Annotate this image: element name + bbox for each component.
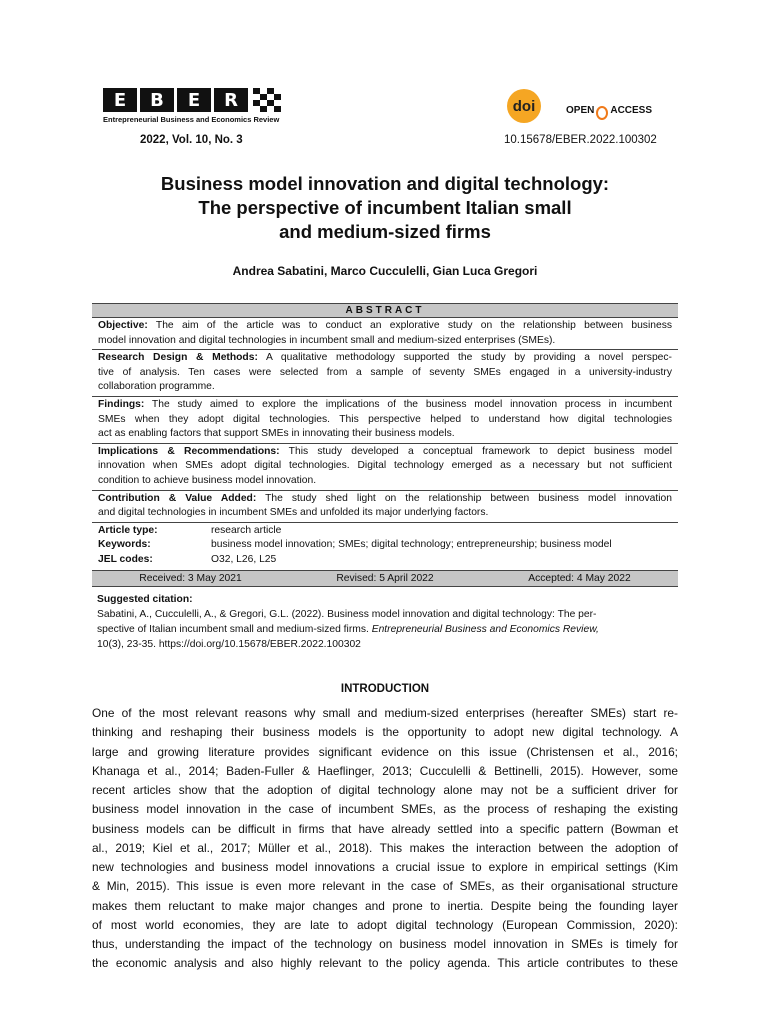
- logo-letter: B: [140, 88, 174, 112]
- abstract-section: [92, 397, 678, 444]
- section-text: The aim of the article was to conduct an explorative study on the relationship between business: [147, 320, 672, 331]
- abstract-line: [98, 427, 672, 442]
- abstract-line: [98, 506, 672, 521]
- abstract-line: [98, 474, 672, 489]
- body-line: makes them reluctant to make major changes and prone to inertia. Despite being the founding layer: [92, 898, 678, 913]
- info-row: [92, 553, 678, 568]
- section-text: model innovation and digital technologies in incumbent small and medium-sized enterprises (SMEs).: [98, 334, 556, 346]
- abstract-section: [92, 350, 678, 397]
- abstract-section: [92, 491, 678, 523]
- access-label: ACCESS: [610, 104, 653, 116]
- section-text: tive of analysis. Ten cases were selected from a sample of seventy SMEs engaged in a university-industry: [98, 366, 672, 378]
- section-text: collaboration programme.: [98, 381, 215, 393]
- abstract-line: [98, 351, 672, 366]
- section-label: Implications & Recommendations:: [98, 445, 280, 457]
- section-text: SMEs when they adopt digital technologies. This perspective helped to understand how digital technologies: [98, 413, 672, 425]
- abstract-line: [98, 380, 672, 395]
- section-text: condition to achieve business model innovation.: [98, 474, 317, 486]
- info-key: Keywords:: [98, 539, 151, 551]
- abstract-line: [98, 413, 672, 428]
- abstract-line: [98, 398, 672, 413]
- info-key: Article type:: [98, 524, 158, 536]
- citation-line: Sabatini, A., Cucculelli, A., & Gregori, G.L. (2022). Business model innovation and digital technology: The per-: [97, 609, 597, 620]
- section-label: Research Design & Methods:: [98, 352, 258, 364]
- doi-logo: doi: [507, 89, 541, 123]
- citation-line[interactable]: 10(3), 23-35. https://doi.org/10.15678/EBER.2022.100302: [97, 639, 361, 650]
- abstract-heading: ABSTRACT: [92, 303, 678, 318]
- section-text: act as enabling factors that support SMEs in innovating their business models.: [98, 428, 455, 440]
- abstract-section: [92, 318, 678, 350]
- info-value: business model innovation; SMEs; digital technology; entrepreneurship; business model: [211, 539, 612, 551]
- info-key: JEL codes:: [98, 553, 153, 565]
- info-row: [92, 524, 678, 539]
- journal-tagline: Entrepreneurial Business and Economics Review: [103, 115, 280, 124]
- abstract-line: [98, 319, 672, 334]
- section-text: A qualitative methodology supported the study by providing a novel perspec-: [257, 352, 672, 364]
- body-line: business models can be difficult in firms that have already settled into a specific pattern (Bowman et: [92, 821, 678, 836]
- abstract-line: [98, 459, 672, 474]
- section-text: innovation when SMEs adopt digital technologies. Digital technology emerged as a necessary but not sufficient: [98, 460, 672, 472]
- citation-text: spective of Italian incumbent small and medium-sized firms.: [97, 624, 372, 635]
- open-access-logo: [566, 100, 652, 120]
- body-line: the economic analysis and also highly relevant to the policy agenda. This article contributes to these: [92, 956, 678, 971]
- body-line: thus, understanding the impact of the technology on business model innovation in SMEs is timely for: [92, 937, 678, 951]
- section-text: The study shed light on the relationship between business model innovation: [256, 492, 673, 504]
- info-value: O32, L26, L25: [211, 553, 277, 565]
- volume-info: 2022, Vol. 10, No. 3: [140, 134, 243, 146]
- authors: Andrea Sabatini, Marco Cucculelli, Gian Luca Gregori: [232, 264, 538, 278]
- body-line: One of the most relevant reasons why small and medium-sized enterprises (hereafter SMEs) start re-: [92, 706, 678, 720]
- paper-title: [92, 172, 678, 244]
- introduction-heading: INTRODUCTION: [340, 683, 430, 695]
- info-row: [92, 538, 678, 553]
- body-line: new technologies and business model innovations a crucial issue to explore in empirical settings (Kim: [92, 860, 678, 874]
- accepted-date: Accepted: 4 May 2022: [528, 572, 631, 584]
- revised-date: Revised: 5 April 2022: [336, 572, 434, 584]
- body-line: Khanaga et al., 2014; Baden-Fuller & Haeflinger, 2013; Cucculelli & Bettinelli, 2015). However, some: [92, 763, 678, 778]
- section-text: This study developed a conceptual framework to depict business model: [279, 445, 672, 457]
- abstract-line: [98, 492, 672, 507]
- body-line: thinking and reshaping their business models is the opportunity to adopt new digital technology. A: [92, 725, 678, 740]
- citation-line: [97, 622, 673, 637]
- body-line: recent articles show that the adoption of digital technology alone may not be a sufficient driver for: [92, 783, 678, 797]
- abstract-line: [98, 366, 672, 381]
- body-line: & Min, 2015). This issue is even more relevant in the case of SMEs, as their organisational structure: [92, 879, 678, 894]
- suggested-citation: [97, 592, 673, 652]
- title-line: and medium-sized firms: [279, 221, 491, 242]
- logo-letter: E: [177, 88, 211, 112]
- abstract-line: [98, 334, 672, 349]
- section-label: Contribution & Value Added:: [98, 492, 257, 504]
- logo-letter: E: [103, 88, 137, 112]
- dates-bar: [92, 570, 678, 587]
- doi-link[interactable]: 10.15678/EBER.2022.100302: [504, 134, 657, 146]
- eber-logo: [103, 88, 281, 112]
- introduction-body: [92, 704, 678, 974]
- abstract-section: [92, 444, 678, 491]
- abstract-line: [98, 445, 672, 460]
- abstract-box: [92, 303, 678, 587]
- section-label: Objective:: [98, 320, 148, 331]
- body-line: business model innovation in the case of incumbent SMEs, as the process of reshaping the existing: [92, 802, 678, 817]
- journal-name: Entrepreneurial Business and Economics Review,: [371, 624, 599, 635]
- citation-label: Suggested citation:: [97, 594, 193, 605]
- body-line: large and growing literature provides significant evidence on this issue (Christensen et al., 2016;: [92, 744, 678, 759]
- checker-icon: [253, 88, 281, 112]
- info-value: research article: [211, 524, 282, 536]
- section-text: and digital technologies in incumbent SMEs and unfolded its major underlying factors.: [98, 507, 489, 519]
- body-line: of most world economies, they are late to adopt digital technology (European Commission, 2020):: [92, 917, 678, 932]
- body-line: al., 2019; Kiel et al., 2017; Müller et al., 2018). This makes the interaction between the adoption of: [92, 840, 678, 855]
- title-line: Business model innovation and digital technology:: [160, 173, 610, 194]
- logo-letter: R: [214, 88, 248, 112]
- article-info: [92, 523, 678, 568]
- open-label: OPEN: [566, 104, 595, 116]
- section-text: The study aimed to explore the implications of the business model innovation process in incumbent: [144, 398, 672, 410]
- received-date: Received: 3 May 2021: [139, 572, 242, 584]
- title-line: The perspective of incumbent Italian small: [198, 197, 572, 218]
- open-lock-icon: [596, 106, 608, 120]
- section-label: Findings:: [98, 398, 145, 410]
